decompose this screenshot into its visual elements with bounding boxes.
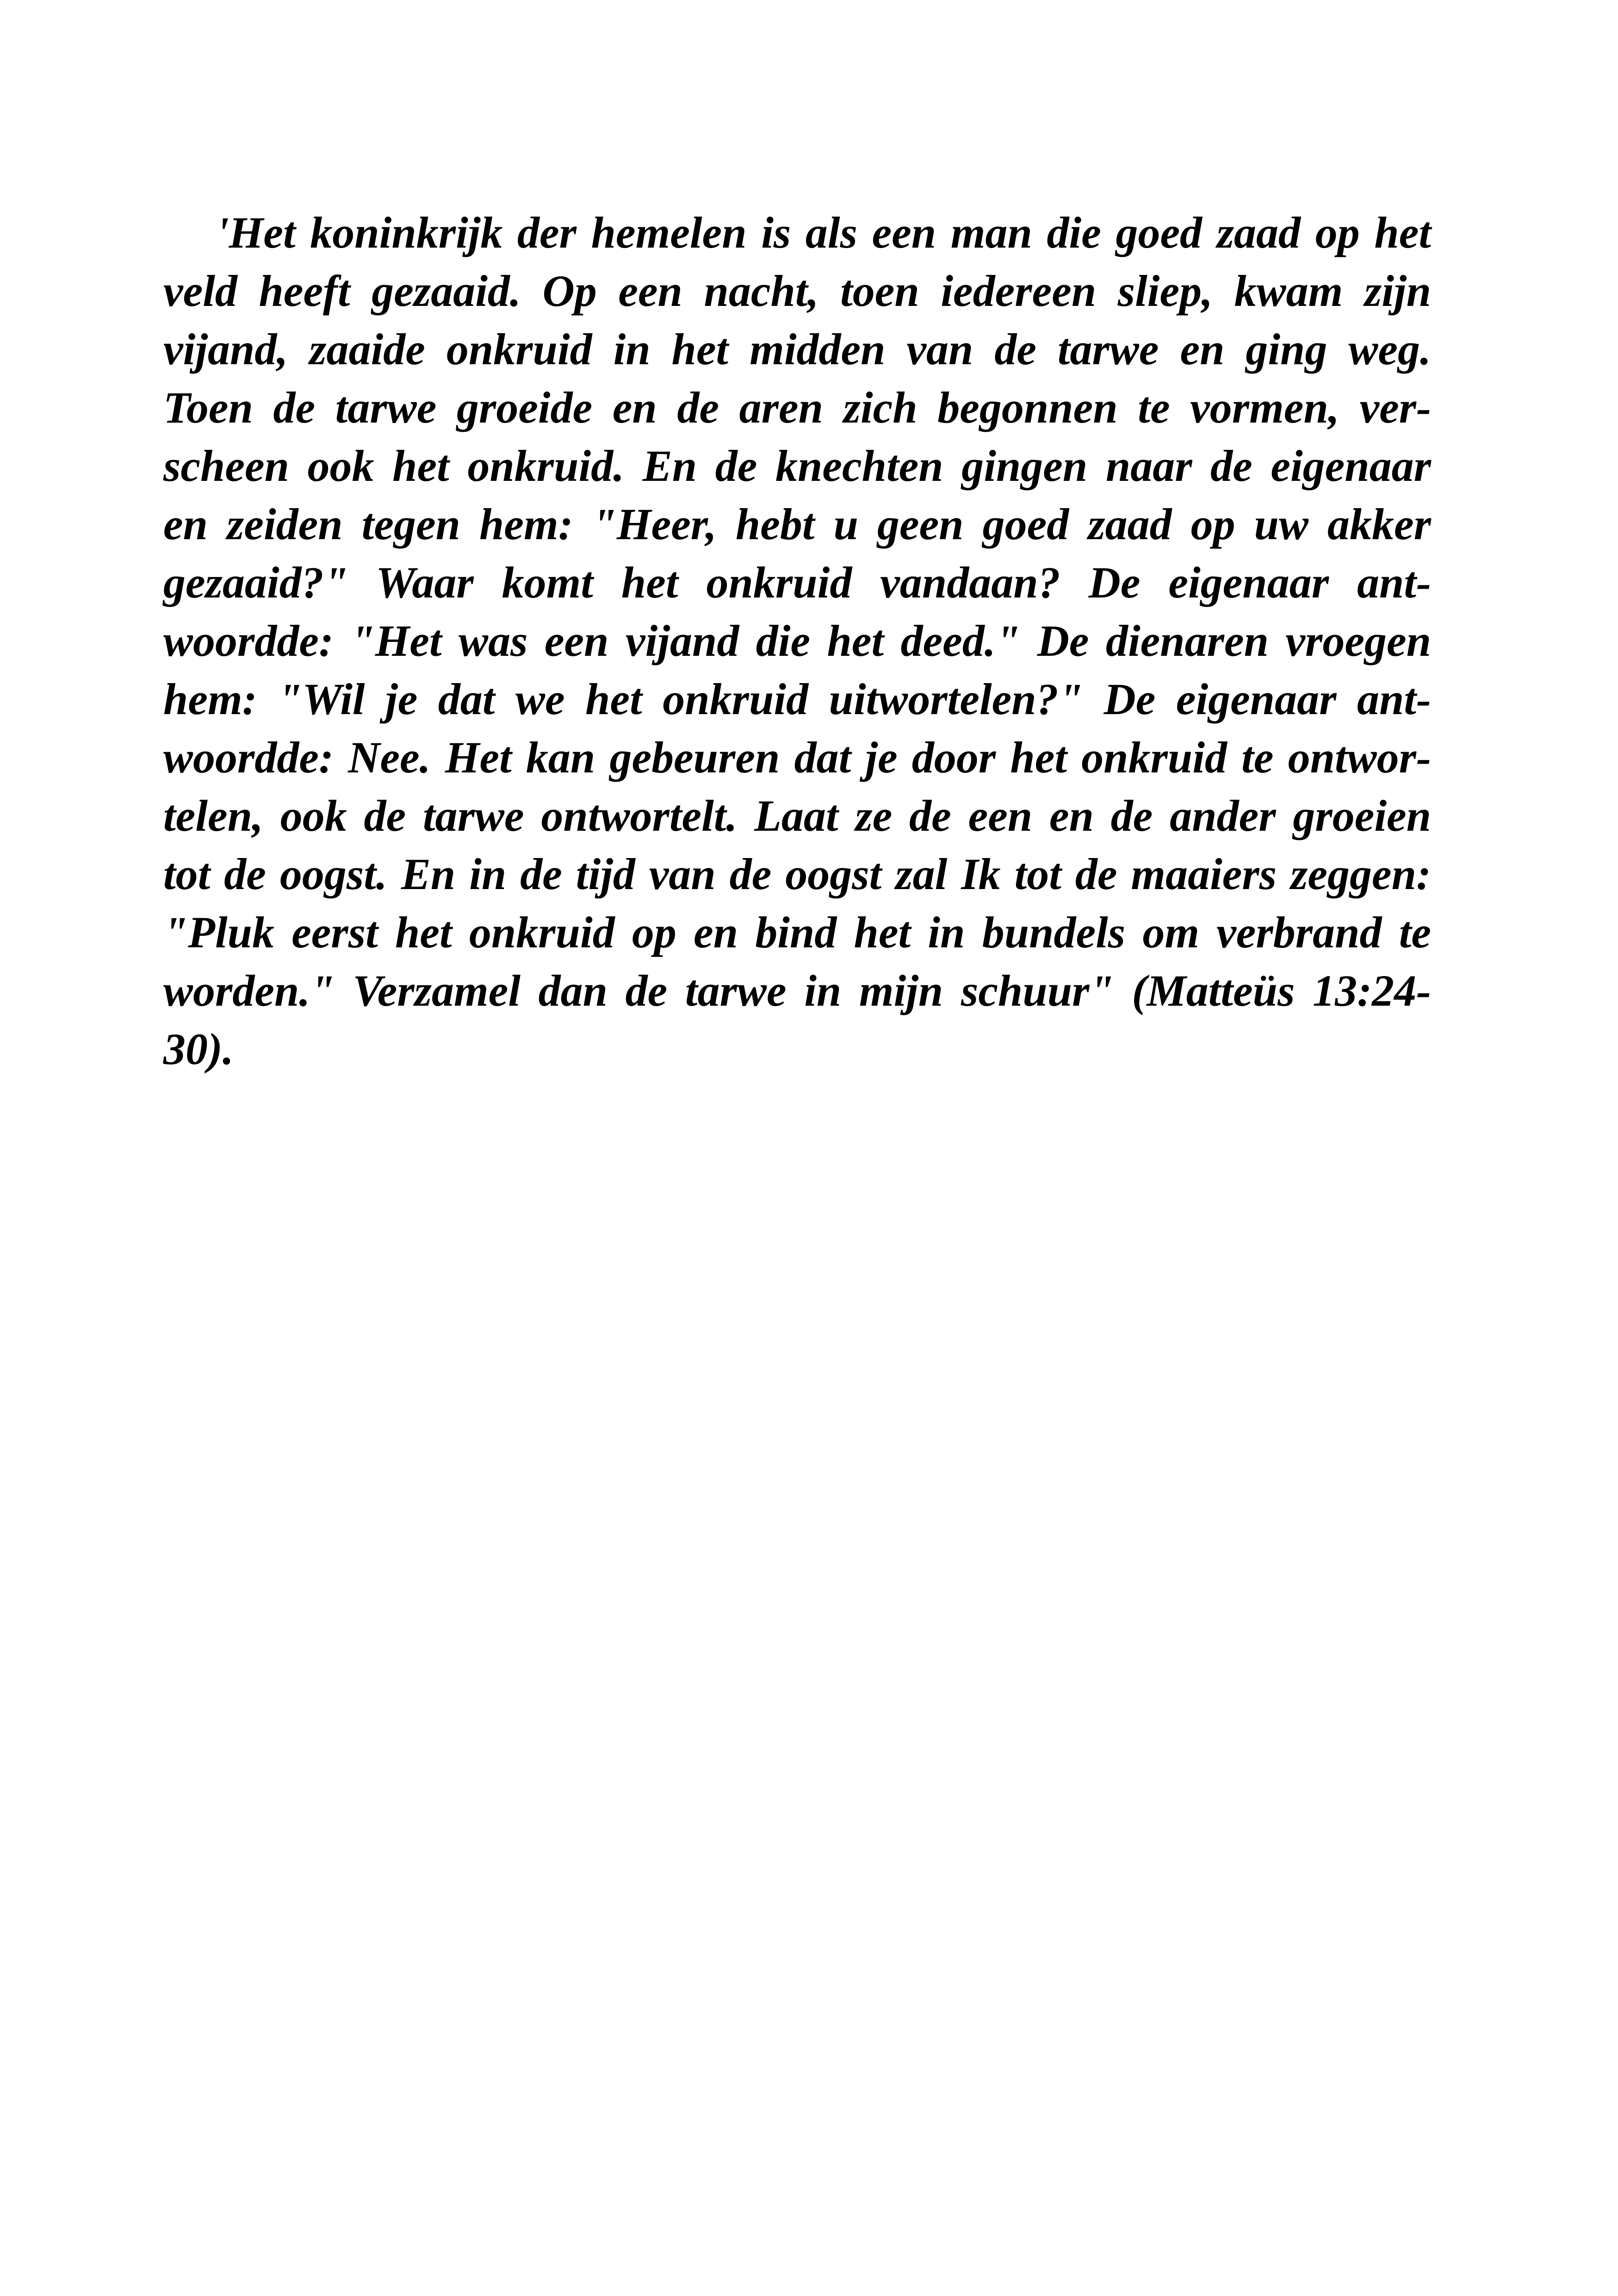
paragraph-line: scheen ook het onkruid. En de knechten gingen naar de eigenaar	[163, 441, 1431, 491]
paragraph-line: en zeiden tegen hem: "Heer, hebt u geen goed zaad op uw akker	[163, 499, 1431, 549]
paragraph-line: 'Het koninkrijk der hemelen is als een man die goed zaad op het	[217, 208, 1431, 257]
paragraph-line: woordde: "Het was een vijand die het deed." De dienaren vroegen	[163, 616, 1431, 666]
scripture-paragraph	[163, 204, 1431, 1078]
paragraph-line: vijand, zaaide onkruid in het midden van de tarwe en ging weg.	[163, 324, 1431, 374]
paragraph-line: gezaaid?" Waar komt het onkruid vandaan? De eigenaar ant-	[163, 558, 1431, 607]
paragraph-line: 30).	[163, 1024, 234, 1074]
paragraph-line: woordde: Nee. Het kan gebeuren dat je door het onkruid te ontwor-	[163, 733, 1431, 782]
paragraph-line: tot de oogst. En in de tijd van de oogst zal Ik tot de maaiers zeggen:	[163, 849, 1431, 899]
paragraph-line: hem: "Wil je dat we het onkruid uitwortelen?" De eigenaar ant-	[163, 674, 1431, 724]
paragraph-line: "Pluk eerst het onkruid op en bind het in bundels om verbrand te	[163, 908, 1431, 957]
paragraph-line: worden." Verzamel dan de tarwe in mijn schuur" (Matteüs 13:24-	[163, 966, 1431, 1015]
paragraph-line: veld heeft gezaaid. Op een nacht, toen iedereen sliep, kwam zijn	[163, 266, 1431, 316]
paragraph-line: Toen de tarwe groeide en de aren zich begonnen te vormen, ver-	[163, 383, 1431, 432]
paragraph-line: telen, ook de tarwe ontwortelt. Laat ze de een en de ander groeien	[163, 791, 1431, 840]
